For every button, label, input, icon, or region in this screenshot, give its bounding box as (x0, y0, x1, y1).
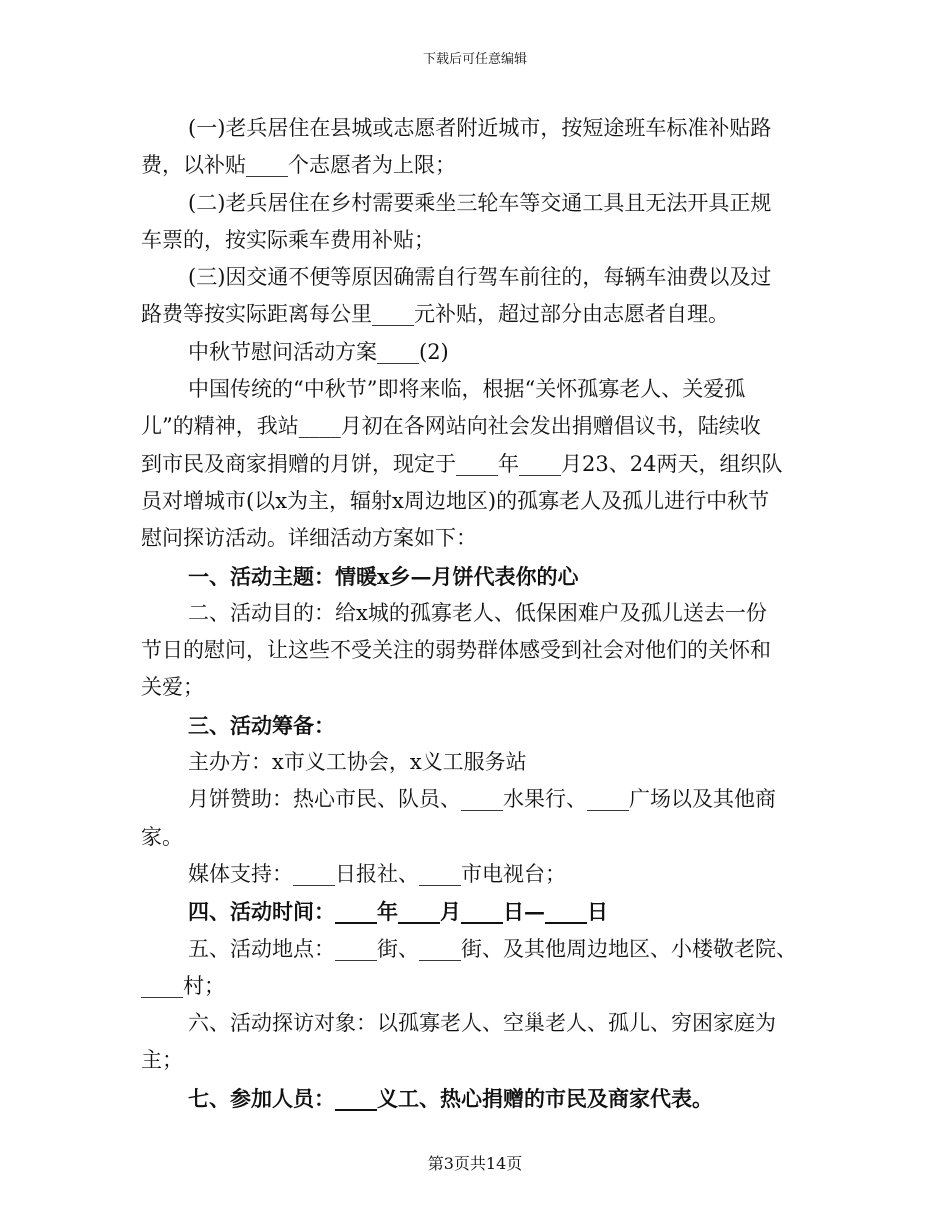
text-line: 到市民及商家捐赠的月饼，现定于____年____月23、24两天，组织队 (141, 451, 783, 476)
text-line: 主； (141, 1048, 183, 1073)
text-line: (三)因交通不便等原因确需自行驾车前往的，每辆车油费以及过 (188, 265, 772, 290)
text-line: (二)老兵居住在乡村需要乘坐三轮车等交通工具且无法开具正规 (188, 190, 772, 215)
text-line: 二、活动目的：给x城的孤寡老人、低保困难户及孤儿送去一份 (188, 600, 767, 625)
text-line: 路费等按实际距离每公里____元补贴，超过部分由志愿者自理。 (141, 302, 729, 327)
text-line: 月饼赞助：热心市民、队员、____水果行、____广场以及其他商 (188, 787, 776, 812)
text-line: 七、参加人员：____义工、热心捐赠的市民及商家代表。 (188, 1085, 713, 1111)
text-line: 节日的慰问，让这些不受关注的弱势群体感受到社会对他们的关怀和 (141, 638, 771, 663)
text-line: 五、活动地点：____街、____街、及其他周边地区、小楼敬老院、 (188, 936, 797, 961)
text-line: 关爱； (141, 675, 204, 700)
page-footer: 第3页共14页 (427, 1154, 523, 1173)
text-line: 六、活动探访对象：以孤寡老人、空巢老人、孤儿、穷困家庭为 (188, 1011, 776, 1036)
text-line: 费，以补贴____个志愿者为上限； (141, 153, 456, 178)
page-header: 下载后可任意编辑 (422, 52, 527, 67)
text-line: 一、活动主题：情暖x乡—月饼代表你的心 (188, 563, 579, 589)
text-line: 车票的，按实际乘车费用补贴； (141, 227, 435, 252)
text-line: 家。 (141, 824, 183, 849)
text-line: 慰问探访活动。详细活动方案如下： (141, 526, 477, 551)
text-line: ____村； (141, 973, 225, 998)
text-line: 中国传统的“中秋节”即将来临，根据“关怀孤寡老人、关爱孤 (188, 377, 746, 402)
text-line: 四、活动时间：____年____月____日—____日 (188, 899, 608, 925)
text-line: 中秋节慰问活动方案____(2) (188, 339, 449, 364)
text-line: 媒体支持：____日报社、____市电视台； (188, 861, 566, 886)
text-line: 儿”的精神，我站____月初在各网站向社会发出捐赠倡议书，陆续收 (141, 414, 761, 439)
text-line: 三、活动筹备： (188, 712, 335, 738)
document-body (141, 110, 821, 1117)
text-line: (一)老兵居住在县城或志愿者附近城市，按短途班车标准补贴路 (188, 116, 772, 140)
text-line: 主办方：x市义工协会，x义工服务站 (188, 750, 527, 775)
text-line: 员对增城市(以x为主，辐射x周边地区)的孤寡老人及孤儿进行中秋节 (141, 488, 770, 513)
